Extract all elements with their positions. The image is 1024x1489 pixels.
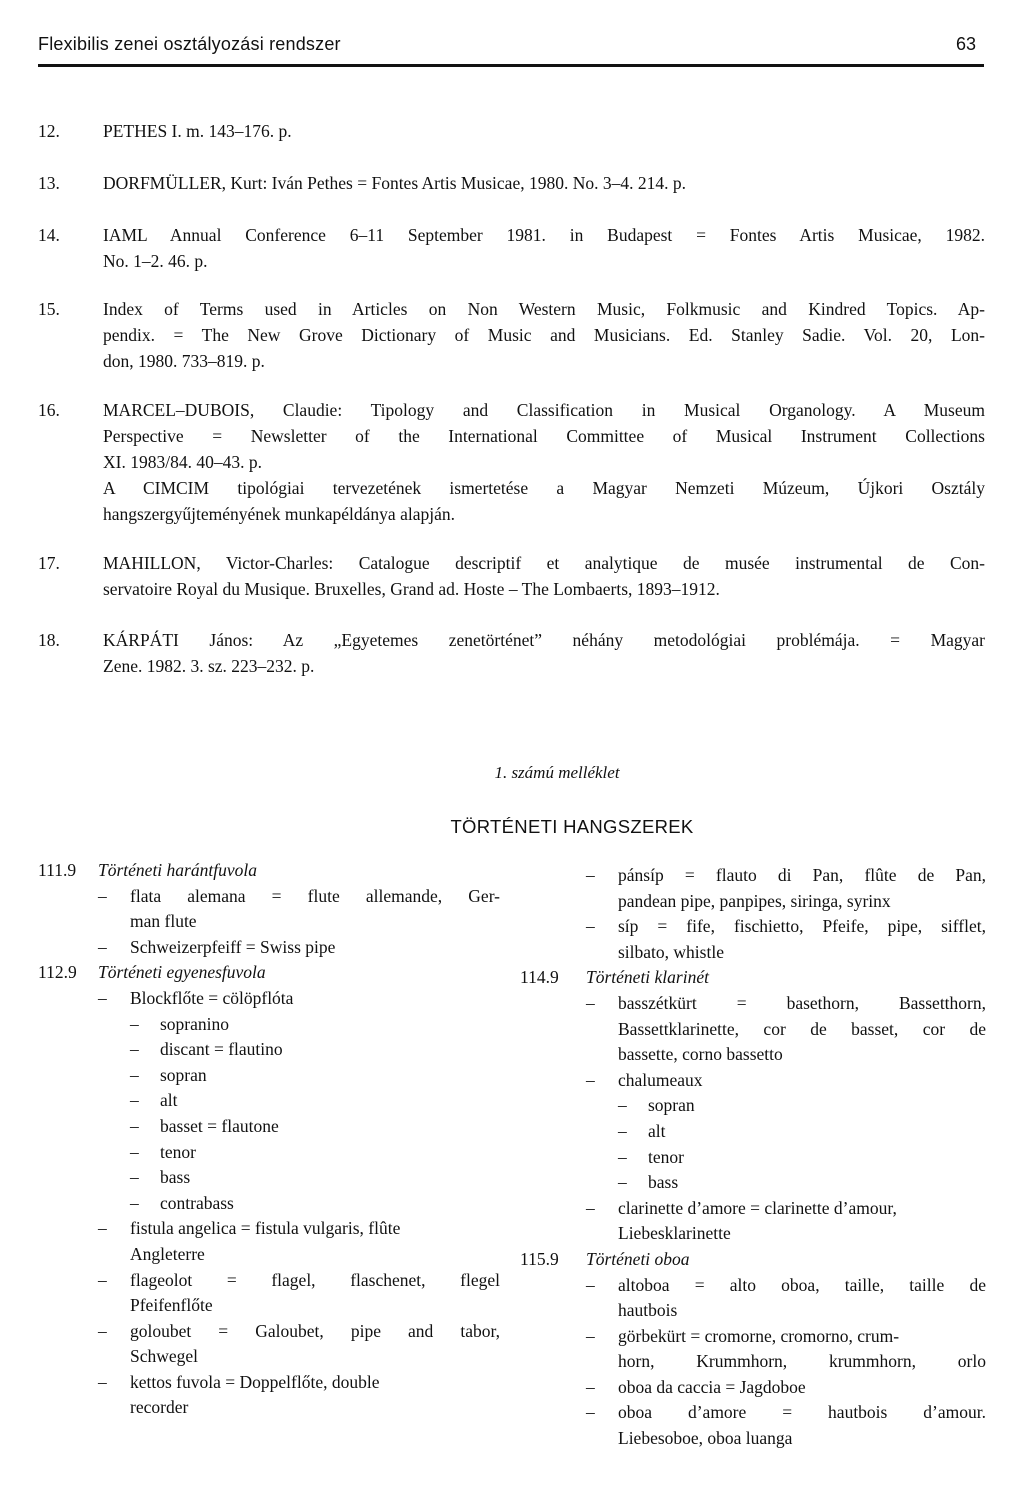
instrument-name: bass	[160, 1167, 191, 1188]
dash-mark: –	[98, 936, 107, 957]
dash-mark: –	[586, 1197, 595, 1218]
reference-line: Perspective = Newsletter of the International Committee of Musical Instrument Collections	[103, 426, 985, 446]
instrument-name: goloubet = Galoubet, pipe and tabor,	[130, 1320, 500, 1341]
instrument-name: bassette, corno bassetto	[618, 1044, 783, 1065]
instrument-item	[38, 986, 500, 1012]
instrument-name: pandean pipe, panpipes, siringa, syrinx	[618, 890, 891, 911]
instrument-item	[520, 1093, 986, 1119]
instrument-item	[520, 863, 986, 889]
dash-mark: –	[586, 916, 595, 937]
instrument-name: sopran	[648, 1095, 695, 1116]
running-title: Flexibilis zenei osztályozási rendszer	[38, 34, 341, 54]
instrument-item	[520, 1068, 986, 1094]
instrument-name: alt	[648, 1120, 666, 1141]
instrument-item	[38, 935, 500, 961]
instrument-group	[38, 858, 500, 884]
instrument-item	[38, 1293, 500, 1319]
dash-mark: –	[98, 987, 107, 1008]
dash-mark: –	[130, 1192, 139, 1213]
instrument-list-right	[520, 863, 986, 1452]
dash-mark: –	[130, 1090, 139, 1111]
dash-mark: –	[98, 1269, 107, 1290]
instrument-name: horn, Krummhorn, krummhorn, orlo	[618, 1351, 986, 1372]
dash-mark: –	[618, 1120, 627, 1141]
page-number: 63	[956, 34, 977, 54]
instrument-name: bass	[648, 1172, 679, 1193]
reference-line: MARCEL–DUBOIS, Claudie: Tipology and Classification in Musical Organology. A Museum	[103, 400, 985, 420]
reference-line: hangszergyűjteményének munkapéldánya alapján.	[103, 504, 455, 524]
dash-mark: –	[586, 992, 595, 1013]
reference-text	[103, 170, 985, 196]
reference-line: DORFMÜLLER, Kurt: Iván Pethes = Fontes Artis Musicae, 1980. No. 3–4. 214. p.	[103, 173, 686, 193]
instrument-item	[520, 1145, 986, 1171]
instrument-name: basszétkürt = basethorn, Bassetthorn,	[618, 992, 986, 1013]
reference-line: XI. 1983/84. 40–43. p.	[103, 452, 262, 472]
instrument-name: clarinette d’amore = clarinette d’amour,	[618, 1197, 897, 1218]
reference-number: 12.	[38, 121, 60, 141]
instrument-item	[38, 1370, 500, 1396]
instrument-item	[520, 914, 986, 940]
dash-mark: –	[586, 1376, 595, 1397]
instrument-name: silbato, whistle	[618, 941, 724, 962]
dash-mark: –	[586, 1069, 595, 1090]
dash-mark: –	[130, 1064, 139, 1085]
class-code: 111.9	[38, 860, 77, 880]
instrument-name: pánsíp = flauto di Pan, flûte de Pan,	[618, 865, 986, 885]
reference-line: PETHES I. m. 143–176. p.	[103, 121, 292, 141]
instrument-item	[520, 1196, 986, 1222]
instrument-name: tenor	[160, 1141, 196, 1162]
reference-text	[103, 222, 985, 274]
group-title: Történeti oboa	[586, 1248, 690, 1269]
dash-mark: –	[586, 1402, 595, 1423]
instrument-name: kettos fuvola = Doppelflőte, double	[130, 1371, 380, 1392]
instrument-name: Pfeifenflőte	[130, 1295, 213, 1316]
instrument-group	[520, 965, 986, 991]
instrument-item	[38, 1114, 500, 1140]
instrument-item	[520, 1119, 986, 1145]
dash-mark: –	[130, 1013, 139, 1034]
reference-text	[103, 118, 985, 144]
dash-mark: –	[586, 1325, 595, 1346]
instrument-item	[38, 1344, 500, 1370]
instrument-item	[520, 1375, 986, 1401]
dash-mark: –	[586, 1274, 595, 1295]
reference-line: MAHILLON, Victor-Charles: Catalogue descriptif et analytique de musée instrumental de Con-	[103, 553, 985, 573]
instrument-item	[38, 1191, 500, 1217]
instrument-name: Liebesklarinette	[618, 1223, 731, 1244]
instrument-item	[38, 909, 500, 935]
annex-title: TÖRTÉNETI HANGSZEREK	[450, 816, 694, 837]
instrument-name: oboa d’amore = hautbois d’amour.	[618, 1402, 986, 1423]
instrument-name: Liebesoboe, oboa luanga	[618, 1428, 793, 1449]
instrument-item	[38, 1037, 500, 1063]
reference-line: pendix. = The New Grove Dictionary of Music and Musicians. Ed. Stanley Sadie. Vol. 20, Lon-	[103, 325, 985, 345]
reference-line: No. 1–2. 46. p.	[103, 251, 208, 271]
instrument-name: flata alemana = flute allemande, Ger-	[130, 885, 500, 906]
reference-text	[103, 296, 985, 374]
instrument-item	[520, 889, 986, 915]
instrument-name: hautbois	[618, 1300, 678, 1321]
dash-mark: –	[98, 1320, 107, 1341]
dash-mark: –	[130, 1039, 139, 1060]
dash-mark: –	[130, 1115, 139, 1136]
instrument-item	[38, 1268, 500, 1294]
instrument-item	[38, 1319, 500, 1345]
instrument-item	[38, 1216, 500, 1242]
reference-number: 17.	[38, 553, 60, 573]
instrument-item	[520, 1221, 986, 1247]
instrument-name: discant = flautino	[160, 1039, 283, 1060]
group-title: Történeti harántfuvola	[98, 860, 257, 880]
instrument-name: Bassettklarinette, cor de basset, cor de	[618, 1018, 986, 1039]
instrument-item	[520, 940, 986, 966]
reference-text	[103, 397, 985, 527]
instrument-item	[520, 1170, 986, 1196]
class-code: 115.9	[520, 1248, 559, 1269]
instrument-item	[520, 1324, 986, 1350]
dash-mark: –	[130, 1141, 139, 1162]
instrument-name: altoboa = alto oboa, taille, taille de	[618, 1274, 986, 1295]
dash-mark: –	[130, 1167, 139, 1188]
instrument-name: chalumeaux	[618, 1069, 703, 1090]
instrument-item	[38, 884, 500, 910]
instrument-item	[38, 1242, 500, 1268]
instrument-item	[520, 1298, 986, 1324]
instrument-name: Schwegel	[130, 1346, 199, 1367]
instrument-name: Blockflőte = cölöpflóta	[130, 987, 294, 1008]
instrument-item	[520, 1349, 986, 1375]
reference-line: servatoire Royal du Musique. Bruxelles, Grand ad. Hoste – The Lombaerts, 1893–1912.	[103, 579, 720, 599]
instrument-name: recorder	[130, 1397, 189, 1418]
annex-label: 1. számú melléklet	[494, 763, 620, 782]
class-code: 112.9	[38, 962, 77, 983]
reference-line: Index of Terms used in Articles on Non Western Music, Folkmusic and Kindred Topics. Ap-	[103, 299, 985, 319]
dash-mark: –	[618, 1095, 627, 1116]
instrument-item	[38, 1165, 500, 1191]
dash-mark: –	[618, 1146, 627, 1167]
reference-text	[103, 550, 985, 602]
instrument-name: alt	[160, 1090, 178, 1111]
reference-number: 16.	[38, 400, 60, 420]
instrument-item	[520, 1426, 986, 1452]
instrument-name: flageolot = flagel, flaschenet, flegel	[130, 1269, 500, 1290]
instrument-name: Angleterre	[130, 1243, 205, 1264]
dash-mark: –	[586, 865, 595, 885]
instrument-item	[38, 1012, 500, 1038]
reference-number: 18.	[38, 630, 60, 650]
dash-mark: –	[98, 885, 107, 906]
instrument-item	[38, 1063, 500, 1089]
instrument-item	[520, 1042, 986, 1068]
instrument-item	[38, 1395, 500, 1421]
instrument-item	[520, 1400, 986, 1426]
header-rule	[38, 64, 984, 67]
class-code: 114.9	[520, 967, 559, 988]
reference-line: Zene. 1982. 3. sz. 223–232. p.	[103, 656, 315, 676]
instrument-name: síp = fife, fischietto, Pfeife, pipe, sifflet,	[618, 916, 986, 937]
dash-mark: –	[98, 1371, 107, 1392]
instrument-item	[520, 1017, 986, 1043]
instrument-name: sopran	[160, 1064, 207, 1085]
instrument-item	[38, 1088, 500, 1114]
instrument-name: Schweizerpfeiff = Swiss pipe	[130, 936, 336, 957]
instrument-group	[520, 1247, 986, 1273]
dash-mark: –	[98, 1218, 107, 1239]
reference-text	[103, 627, 985, 679]
reference-number: 13.	[38, 173, 60, 193]
reference-line: IAML Annual Conference 6–11 September 1981. in Budapest = Fontes Artis Musicae, 1982.	[103, 225, 985, 245]
reference-number: 14.	[38, 225, 60, 245]
instrument-name: contrabass	[160, 1192, 234, 1213]
reference-number: 15.	[38, 299, 60, 319]
instrument-group	[38, 960, 500, 986]
instrument-name: tenor	[648, 1146, 684, 1167]
instrument-item	[520, 1273, 986, 1299]
instrument-name: basset = flautone	[160, 1115, 279, 1136]
instrument-name: fistula angelica = fistula vulgaris, flûte	[130, 1218, 401, 1239]
reference-line: KÁRPÁTI János: Az „Egyetemes zenetörténet” néhány metodológiai problémája. = Magyar	[103, 630, 985, 650]
dash-mark: –	[618, 1172, 627, 1193]
instrument-name: görbekürt = cromorne, cromorno, crum-	[618, 1325, 900, 1346]
reference-line: don, 1980. 733–819. p.	[103, 351, 265, 371]
group-title: Történeti egyenesfuvola	[98, 962, 266, 983]
instrument-name: oboa da caccia = Jagdoboe	[618, 1376, 806, 1397]
instrument-name: man flute	[130, 911, 197, 932]
instrument-item	[38, 1140, 500, 1166]
reference-line: A CIMCIM tipológiai tervezetének ismertetése a Magyar Nemzeti Múzeum, Újkori Osztály	[103, 478, 985, 498]
instrument-name: sopranino	[160, 1013, 230, 1034]
instrument-list-left	[38, 858, 500, 1421]
instrument-item	[520, 991, 986, 1017]
group-title: Történeti klarinét	[586, 967, 709, 988]
